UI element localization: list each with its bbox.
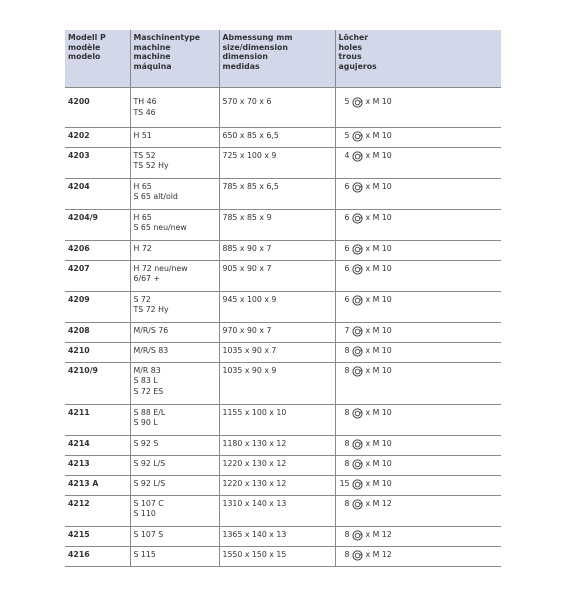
machine-cell bbox=[130, 260, 219, 291]
hole-size: x M 10 bbox=[365, 130, 392, 140]
table-header bbox=[65, 30, 501, 87]
countersunk-hole-icon bbox=[352, 366, 363, 377]
dimension-value: 785 x 85 x 9 bbox=[222, 212, 272, 222]
header-line: máquina bbox=[133, 61, 172, 71]
holes-cell bbox=[335, 435, 501, 455]
holes-cell bbox=[335, 178, 501, 209]
machine-type: S 88 E/L bbox=[133, 407, 166, 417]
dimension-value: 1220 x 130 x 12 bbox=[222, 478, 287, 488]
header-line: Modell P bbox=[68, 33, 106, 42]
dimension-cell bbox=[219, 322, 335, 342]
dimension-value: 650 x 85 x 6,5 bbox=[222, 130, 279, 140]
table-row bbox=[65, 455, 501, 475]
model-number: 4211 bbox=[68, 407, 90, 417]
hole-count: 8 bbox=[344, 365, 350, 375]
dimension-cell bbox=[219, 260, 335, 291]
machine-type: M/R/S 83 bbox=[133, 345, 169, 355]
model-cell bbox=[65, 178, 130, 209]
hole-size: x M 10 bbox=[365, 212, 392, 222]
hole-count: 8 bbox=[344, 529, 350, 539]
dimension-value: 905 x 90 x 7 bbox=[222, 263, 272, 273]
holes-spec bbox=[339, 479, 499, 490]
table-row bbox=[65, 475, 501, 495]
holes-spec bbox=[339, 326, 499, 337]
header-line: agujeros bbox=[338, 61, 377, 71]
spacer-row bbox=[65, 87, 501, 94]
hole-count: 8 bbox=[344, 438, 350, 448]
machine-cell bbox=[130, 94, 219, 127]
model-number: 4204 bbox=[68, 181, 90, 191]
countersunk-hole-icon bbox=[352, 499, 363, 510]
machine-cell bbox=[130, 342, 219, 362]
model-number: 4213 A bbox=[68, 478, 99, 488]
model-cell bbox=[65, 342, 130, 362]
table-row bbox=[65, 404, 501, 435]
machine-cell bbox=[130, 362, 219, 404]
dimension-cell bbox=[219, 404, 335, 435]
hole-size: x M 10 bbox=[365, 365, 392, 375]
dimension-cell bbox=[219, 127, 335, 147]
header-line: Löcher bbox=[338, 33, 369, 42]
holes-cell bbox=[335, 94, 501, 127]
countersunk-hole-icon bbox=[352, 213, 363, 224]
machine-type: H 51 bbox=[133, 130, 152, 140]
hole-count: 8 bbox=[344, 407, 350, 417]
spec-table bbox=[65, 30, 501, 567]
machine-type: H 65 bbox=[133, 181, 152, 191]
hole-size: x M 10 bbox=[365, 243, 392, 253]
model-number: 4215 bbox=[68, 529, 90, 539]
machine-cell bbox=[130, 495, 219, 526]
dimension-value: 970 x 90 x 7 bbox=[222, 325, 272, 335]
header-line: trous bbox=[338, 52, 362, 62]
header-line: Abmessung mm bbox=[222, 33, 293, 42]
model-cell bbox=[65, 495, 130, 526]
header-machine bbox=[130, 30, 219, 87]
countersunk-hole-icon bbox=[352, 295, 363, 306]
machine-type: M/R/S 76 bbox=[133, 325, 169, 335]
dimension-cell bbox=[219, 435, 335, 455]
machine-type: S 65 neu/new bbox=[133, 223, 187, 232]
machine-cell bbox=[130, 291, 219, 322]
dimension-value: 1310 x 140 x 13 bbox=[222, 498, 287, 508]
holes-spec bbox=[339, 408, 499, 419]
model-cell bbox=[65, 240, 130, 260]
hole-size: x M 12 bbox=[365, 529, 392, 539]
table-row bbox=[65, 178, 501, 209]
machine-cell bbox=[130, 322, 219, 342]
machine-cell bbox=[130, 546, 219, 566]
holes-spec bbox=[339, 244, 499, 255]
dimension-value: 1035 x 90 x 7 bbox=[222, 345, 277, 355]
machine-cell bbox=[130, 435, 219, 455]
dimension-value: 1220 x 130 x 12 bbox=[222, 458, 287, 468]
machine-type: S 107 C bbox=[133, 498, 164, 508]
model-cell bbox=[65, 546, 130, 566]
machine-type: S 90 L bbox=[133, 418, 158, 427]
dimension-value: 1155 x 100 x 10 bbox=[222, 407, 287, 417]
model-cell bbox=[65, 209, 130, 240]
table-row bbox=[65, 209, 501, 240]
hole-count: 8 bbox=[344, 498, 350, 508]
model-cell bbox=[65, 147, 130, 178]
machine-type: TS 52 bbox=[133, 150, 156, 160]
holes-cell bbox=[335, 127, 501, 147]
model-cell bbox=[65, 94, 130, 127]
table-row bbox=[65, 546, 501, 566]
header-line: medidas bbox=[222, 61, 260, 71]
holes-cell bbox=[335, 240, 501, 260]
dimension-cell bbox=[219, 342, 335, 362]
hole-count: 5 bbox=[344, 97, 350, 107]
dimension-cell bbox=[219, 546, 335, 566]
table-row bbox=[65, 342, 501, 362]
holes-cell bbox=[335, 455, 501, 475]
countersunk-hole-icon bbox=[352, 530, 363, 541]
dimension-cell bbox=[219, 291, 335, 322]
dimension-cell bbox=[219, 209, 335, 240]
table-row bbox=[65, 495, 501, 526]
countersunk-hole-icon bbox=[352, 244, 363, 255]
holes-cell bbox=[335, 475, 501, 495]
model-cell bbox=[65, 435, 130, 455]
hole-size: x M 10 bbox=[365, 458, 392, 468]
hole-count: 6 bbox=[344, 263, 350, 273]
holes-spec bbox=[339, 151, 499, 162]
machine-type: S 92 L/S bbox=[133, 458, 166, 468]
model-cell bbox=[65, 362, 130, 404]
machine-type: TS 72 Hy bbox=[133, 305, 169, 314]
holes-spec bbox=[339, 182, 499, 193]
hole-count: 8 bbox=[344, 458, 350, 468]
table-row bbox=[65, 260, 501, 291]
countersunk-hole-icon bbox=[352, 131, 363, 142]
holes-cell bbox=[335, 209, 501, 240]
spacer-cell bbox=[65, 87, 130, 94]
model-number: 4212 bbox=[68, 498, 90, 508]
header-line: size/dimension bbox=[222, 42, 288, 52]
countersunk-hole-icon bbox=[352, 479, 363, 490]
machine-cell bbox=[130, 475, 219, 495]
holes-spec bbox=[339, 366, 499, 377]
model-number: 4213 bbox=[68, 458, 90, 468]
hole-size: x M 12 bbox=[365, 549, 392, 559]
model-cell bbox=[65, 404, 130, 435]
model-number: 4207 bbox=[68, 263, 90, 273]
machine-cell bbox=[130, 404, 219, 435]
machine-cell bbox=[130, 209, 219, 240]
holes-spec bbox=[339, 264, 499, 275]
header-model bbox=[65, 30, 130, 87]
countersunk-hole-icon bbox=[352, 182, 363, 193]
dimension-value: 945 x 100 x 9 bbox=[222, 294, 277, 304]
holes-cell bbox=[335, 260, 501, 291]
hole-size: x M 10 bbox=[365, 181, 392, 191]
dimension-value: 725 x 100 x 9 bbox=[222, 150, 277, 160]
holes-spec bbox=[339, 550, 499, 561]
table-row bbox=[65, 362, 501, 404]
header-line: machine bbox=[133, 52, 171, 62]
holes-cell bbox=[335, 526, 501, 546]
model-cell bbox=[65, 291, 130, 322]
hole-count: 15 bbox=[339, 478, 350, 488]
hole-count: 8 bbox=[344, 549, 350, 559]
hole-count: 4 bbox=[344, 150, 350, 160]
model-number: 4216 bbox=[68, 549, 90, 559]
machine-cell bbox=[130, 178, 219, 209]
model-number: 4210/9 bbox=[68, 365, 98, 375]
hole-size: x M 10 bbox=[365, 263, 392, 273]
hole-size: x M 10 bbox=[365, 97, 392, 107]
holes-spec bbox=[339, 530, 499, 541]
countersunk-hole-icon bbox=[352, 151, 363, 162]
model-cell bbox=[65, 127, 130, 147]
holes-spec bbox=[339, 439, 499, 450]
holes-spec bbox=[339, 97, 499, 108]
header-holes bbox=[335, 30, 501, 87]
model-cell bbox=[65, 526, 130, 546]
machine-type: S 107 S bbox=[133, 529, 164, 539]
hole-count: 6 bbox=[344, 294, 350, 304]
machine-cell bbox=[130, 526, 219, 546]
table-row bbox=[65, 147, 501, 178]
holes-cell bbox=[335, 404, 501, 435]
table-row bbox=[65, 94, 501, 127]
model-number: 4214 bbox=[68, 438, 90, 448]
table-row bbox=[65, 526, 501, 546]
countersunk-hole-icon bbox=[352, 97, 363, 108]
spacer-cell bbox=[335, 87, 501, 94]
countersunk-hole-icon bbox=[352, 346, 363, 357]
hole-size: x M 10 bbox=[365, 345, 392, 355]
table-row bbox=[65, 127, 501, 147]
hole-size: x M 12 bbox=[365, 498, 392, 508]
model-number: 4204/9 bbox=[68, 212, 98, 222]
hole-count: 8 bbox=[344, 345, 350, 355]
machine-type: S 92 L/S bbox=[133, 478, 166, 488]
machine-type: S 92 S bbox=[133, 438, 159, 448]
holes-cell bbox=[335, 291, 501, 322]
hole-size: x M 10 bbox=[365, 150, 392, 160]
dimension-cell bbox=[219, 147, 335, 178]
countersunk-hole-icon bbox=[352, 439, 363, 450]
spacer-cell bbox=[219, 87, 335, 94]
machine-cell bbox=[130, 127, 219, 147]
header-line: dimension bbox=[222, 52, 268, 62]
model-number: 4206 bbox=[68, 243, 90, 253]
header-line: modèle bbox=[68, 42, 101, 52]
table-row bbox=[65, 240, 501, 260]
machine-type: TS 46 bbox=[133, 107, 156, 117]
machine-type: S 115 bbox=[133, 549, 156, 559]
model-cell bbox=[65, 475, 130, 495]
dimension-cell bbox=[219, 526, 335, 546]
table-row bbox=[65, 291, 501, 322]
machine-type: H 72 bbox=[133, 243, 152, 253]
machine-type: S 65 alt/old bbox=[133, 192, 178, 201]
machine-type: S 72 ES bbox=[133, 386, 164, 396]
table-row bbox=[65, 322, 501, 342]
countersunk-hole-icon bbox=[352, 459, 363, 470]
machine-cell bbox=[130, 240, 219, 260]
dimension-cell bbox=[219, 178, 335, 209]
hole-size: x M 10 bbox=[365, 407, 392, 417]
hole-size: x M 10 bbox=[365, 478, 392, 488]
machine-type: S 72 bbox=[133, 294, 151, 304]
table-row bbox=[65, 435, 501, 455]
dimension-cell bbox=[219, 94, 335, 127]
holes-cell bbox=[335, 546, 501, 566]
model-cell bbox=[65, 322, 130, 342]
dimension-cell bbox=[219, 495, 335, 526]
countersunk-hole-icon bbox=[352, 264, 363, 275]
dimension-cell bbox=[219, 475, 335, 495]
header-line: machine bbox=[133, 42, 171, 52]
hole-count: 6 bbox=[344, 181, 350, 191]
holes-cell bbox=[335, 342, 501, 362]
holes-spec bbox=[339, 295, 499, 306]
machine-type: S 83 L bbox=[133, 376, 158, 385]
machine-cell bbox=[130, 455, 219, 475]
machine-type: H 72 neu/new bbox=[133, 263, 188, 273]
dimension-cell bbox=[219, 240, 335, 260]
holes-cell bbox=[335, 147, 501, 178]
dimension-value: 885 x 90 x 7 bbox=[222, 243, 272, 253]
machine-type: M/R 83 bbox=[133, 365, 161, 375]
holes-cell bbox=[335, 322, 501, 342]
holes-spec bbox=[339, 131, 499, 142]
machine-cell bbox=[130, 147, 219, 178]
hole-size: x M 10 bbox=[365, 438, 392, 448]
holes-cell bbox=[335, 495, 501, 526]
hole-count: 6 bbox=[344, 243, 350, 253]
header-dimension bbox=[219, 30, 335, 87]
dimension-cell bbox=[219, 362, 335, 404]
machine-type: TH 46 bbox=[133, 97, 157, 106]
model-number: 4203 bbox=[68, 150, 90, 160]
countersunk-hole-icon bbox=[352, 550, 363, 561]
machine-type: TS 52 Hy bbox=[133, 161, 169, 170]
header-line: Maschinentype bbox=[133, 33, 201, 42]
holes-cell bbox=[335, 362, 501, 404]
hole-count: 6 bbox=[344, 212, 350, 222]
header-line: modelo bbox=[68, 52, 101, 62]
dimension-value: 1550 x 150 x 15 bbox=[222, 549, 287, 559]
hole-count: 5 bbox=[344, 130, 350, 140]
model-number: 4202 bbox=[68, 130, 90, 140]
countersunk-hole-icon bbox=[352, 408, 363, 419]
table-body bbox=[65, 87, 501, 566]
model-cell bbox=[65, 455, 130, 475]
spacer-cell bbox=[130, 87, 219, 94]
holes-spec bbox=[339, 213, 499, 224]
model-number: 4209 bbox=[68, 294, 90, 304]
dimension-value: 1035 x 90 x 9 bbox=[222, 365, 277, 375]
hole-count: 7 bbox=[344, 325, 350, 335]
model-number: 4210 bbox=[68, 345, 90, 355]
header-row bbox=[65, 30, 501, 87]
machine-type: 6/67 + bbox=[133, 274, 161, 283]
holes-spec bbox=[339, 459, 499, 470]
dimension-value: 1180 x 130 x 12 bbox=[222, 438, 287, 448]
machine-type: S 110 bbox=[133, 509, 156, 518]
holes-spec bbox=[339, 499, 499, 510]
machine-type: H 65 bbox=[133, 212, 152, 222]
holes-spec bbox=[339, 346, 499, 357]
hole-size: x M 10 bbox=[365, 294, 392, 304]
countersunk-hole-icon bbox=[352, 326, 363, 337]
dimension-cell bbox=[219, 455, 335, 475]
dimension-value: 785 x 85 x 6,5 bbox=[222, 181, 279, 191]
model-cell bbox=[65, 260, 130, 291]
header-line: holes bbox=[338, 42, 363, 52]
model-number: 4208 bbox=[68, 325, 90, 335]
hole-size: x M 10 bbox=[365, 325, 392, 335]
model-number: 4200 bbox=[68, 97, 90, 106]
dimension-value: 1365 x 140 x 13 bbox=[222, 529, 287, 539]
dimension-value: 570 x 70 x 6 bbox=[222, 97, 272, 106]
